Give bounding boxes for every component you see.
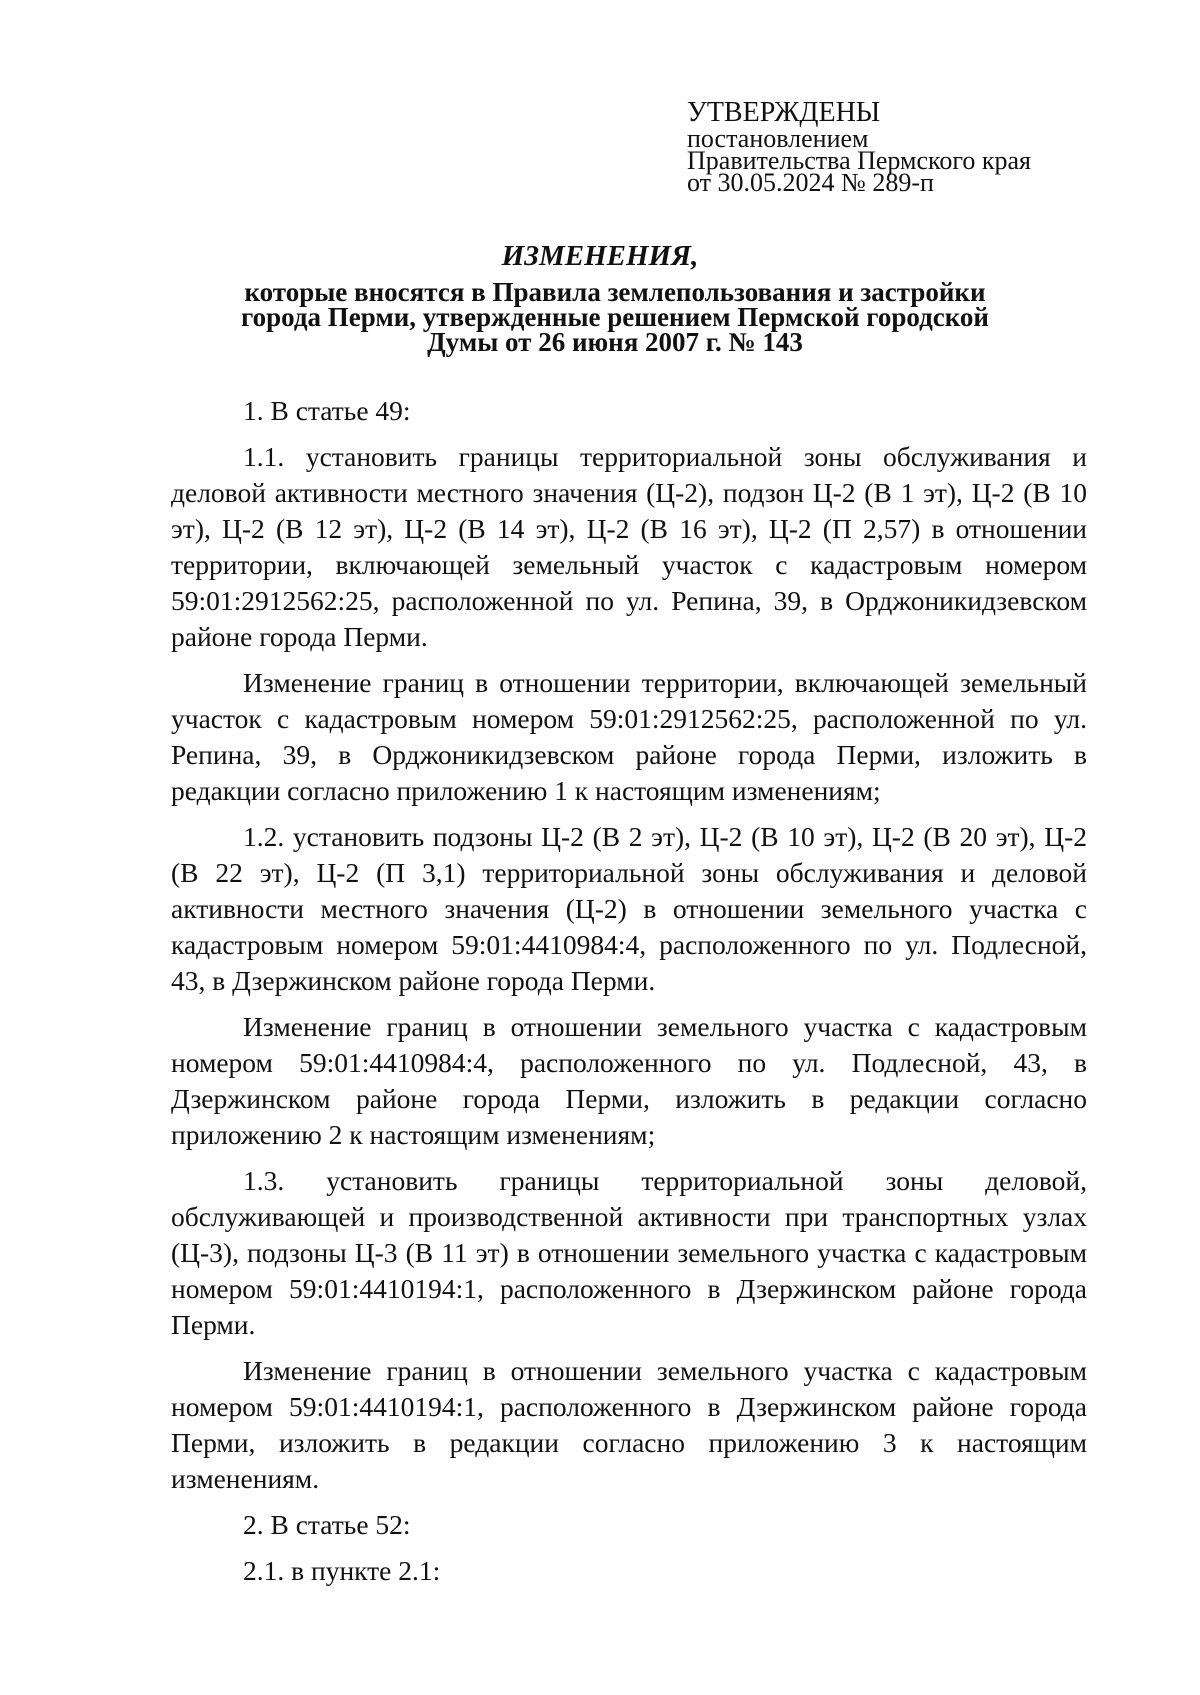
subtitle-line: Думы от 26 июня 2007 г. № 143 — [427, 327, 803, 357]
paragraph-article-49: 1. В статье 49: — [243, 395, 411, 426]
approval-stamp — [687, 97, 1127, 197]
approval-line: от 30.05.2024 № 289-п — [687, 168, 934, 197]
approval-line: Правительства Пермского края — [687, 146, 1031, 175]
document-body — [171, 393, 1087, 1589]
subtitle-line: которые вносятся в Правила землепользования и застройки — [244, 277, 986, 307]
approval-title: УТВЕРЖДЕНЫ — [687, 97, 881, 128]
paragraph-1-2: 1.2. установить подзоны Ц-2 (В 2 эт), Ц-2 (В 10 эт), Ц-2 (В 20 эт), Ц-2 (В 22 эт), Ц-2 (П 3,1) территориальной зоны обслуживания и деловой активности местного значения (Ц-2) в отношении земельного участка с кадастровым номером 59:01:4410984:4, расположенного по ул. Подлесной, 43, в Дзержинском районе города Перми. — [171, 821, 1087, 996]
paragraph-1-2-change: Изменение границ в отношении земельного участка с кадастровым номером 59:01:4410984:4, расположенного по ул. Подлесной, 43, в Дзержинском районе города Перми, изложить в редакции согласно приложению 2 к настоящим изменениям; — [171, 1011, 1087, 1150]
approval-line: постановлением — [687, 124, 869, 153]
paragraph-1-3: 1.3. установить границы территориальной зоны деловой, обслуживающей и производственной активности при транспортных узлах (Ц-3), подзоны Ц-3 (В 11 эт) в отношении земельного участка с кадастровым номером 59:01:4410194:1, расположенного в Дзержинском районе города Перми. — [171, 1165, 1087, 1340]
paragraph-1-1-change: Изменение границ в отношении территории, включающей земельный участок с кадастровым номером 59:01:2912562:25, расположенной по ул. Репина, 39, в Орджоникидзевском районе города Перми, изложить в редакции согласно приложению 1 к настоящим изменениям; — [171, 667, 1087, 806]
paragraph-1-1: 1.1. установить границы территориальной зоны обслуживания и деловой активности местного значения (Ц-2), подзон Ц-2 (В 1 эт), Ц-2 (В 10 эт), Ц-2 (В 12 эт), Ц-2 (В 14 эт), Ц-2 (В 16 эт), Ц-2 (П 2,57) в отношении территории, включающей земельный участок с кадастровым номером 59:01:2912562:25, расположенной по ул. Репина, 39, в Орджоникидзевском районе города Перми. — [171, 441, 1087, 652]
paragraph-article-52: 2. В статье 52: — [243, 1509, 411, 1540]
paragraph-2-1: 2.1. в пункте 2.1: — [243, 1555, 441, 1586]
document-subtitle — [200, 277, 1030, 357]
subtitle-line: города Перми, утвержденные решением Пермской городской — [241, 302, 989, 332]
paragraph-1-3-change: Изменение границ в отношении земельного участка с кадастровым номером 59:01:4410194:1, расположенного в Дзержинском районе города Перми, изложить в редакции согласно приложению 3 к настоящим изменениям. — [171, 1355, 1087, 1494]
document-title: ИЗМЕНЕНИЯ, — [501, 240, 699, 272]
